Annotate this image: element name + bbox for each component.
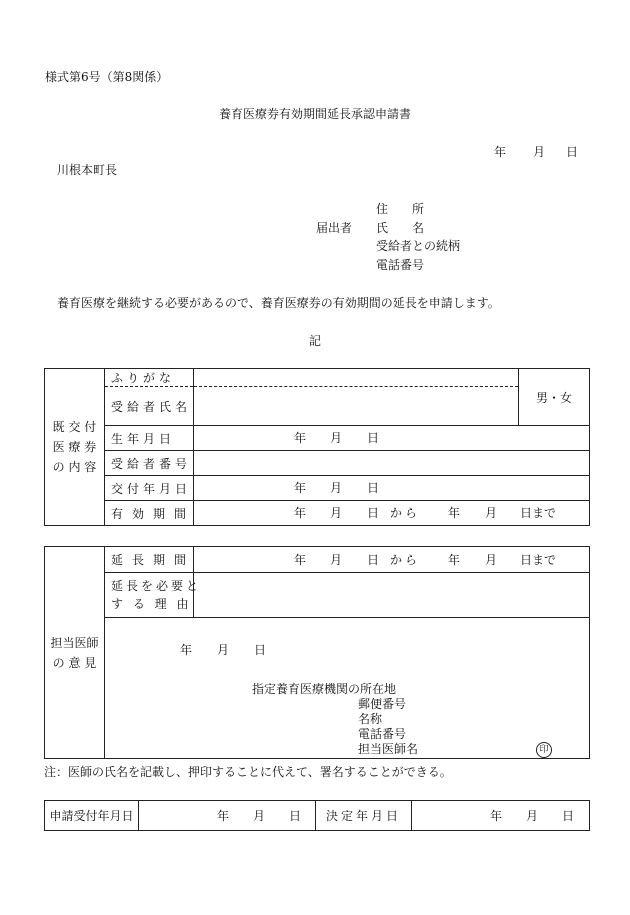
doctor-phone-label: 電話番号	[358, 727, 407, 741]
recipient-name-label: 受給者氏名	[105, 387, 194, 426]
issued-ticket-table	[44, 368, 590, 526]
addressee: 川根本町長	[57, 163, 118, 177]
decision-date-field[interactable]: 年 月 日	[412, 801, 590, 831]
receipt-date-field[interactable]: 年 月 日	[139, 801, 316, 831]
validity-label: 有効期間	[105, 501, 194, 526]
seal-icon: 印	[536, 742, 552, 758]
reason-label: 延長を必要と す る 理 由	[105, 573, 194, 618]
recipient-number-field[interactable]	[194, 451, 590, 476]
note-text: 注：医師の氏名を記載し、押印することに代えて、署名することができる。	[44, 765, 452, 779]
validity-field[interactable]: 年 月 日 から 年 月 日まで	[194, 501, 590, 526]
institution-label: 指定養育医療機関の所在地	[252, 682, 397, 696]
date-year: 年	[494, 145, 507, 159]
applicant-label: 届出者	[316, 221, 353, 235]
furigana-field[interactable]	[194, 369, 519, 387]
birth-date-field[interactable]: 年 月 日	[194, 426, 590, 451]
ki-label: 記	[308, 334, 321, 348]
issue-date-field[interactable]: 年 月 日	[194, 476, 590, 501]
reason-field[interactable]	[194, 573, 590, 618]
applicant-address-label: 住 所	[376, 202, 425, 216]
doctor-name-label: 担当医師名	[358, 742, 419, 756]
page-title: 養育医療券有効期間延長承認申請書	[218, 107, 411, 121]
date-month: 月	[533, 145, 546, 159]
postal-label: 郵便番号	[358, 697, 407, 711]
doctor-opinion-table	[44, 546, 590, 759]
date-day: 日	[566, 145, 579, 159]
issue-date-label: 交付年月日	[105, 476, 194, 501]
org-name-label: 名称	[358, 712, 383, 726]
issued-group-label: 既 交 付 医 療 券 の 内 容	[45, 369, 105, 526]
extension-period-field[interactable]: 年 月 日 から 年 月 日まで	[194, 547, 590, 573]
applicant-phone-label: 電話番号	[376, 258, 425, 272]
furigana-label: ふりがな	[105, 369, 194, 387]
extension-period-label: 延長期間	[105, 547, 194, 573]
body-text: 養育医療を継続する必要があるので、養育医療券の有効期間の延長を申請します。	[57, 296, 500, 310]
receipt-date-label: 申請受付年月日	[45, 801, 139, 831]
doctor-group-label: 担当医師 の 意 見	[45, 547, 105, 759]
birth-date-label: 生年月日	[105, 426, 194, 451]
recipient-number-label: 受給者番号	[105, 451, 194, 476]
doctor-opinion-field[interactable]: 年 月 日 指定養育医療機関の所在地 郵便番号 名称 電話番号 担当医師名 印	[105, 618, 590, 759]
recipient-name-field[interactable]	[194, 387, 519, 426]
gender-selector[interactable]: 男・女	[519, 369, 590, 426]
decision-date-label: 決定年月日	[316, 801, 412, 831]
form-number: 様式第6号（第8関係）	[45, 70, 169, 84]
receipt-table	[44, 800, 590, 831]
applicant-name-label: 氏 名	[376, 221, 425, 235]
applicant-relation-label: 受給者との続柄	[376, 239, 461, 253]
